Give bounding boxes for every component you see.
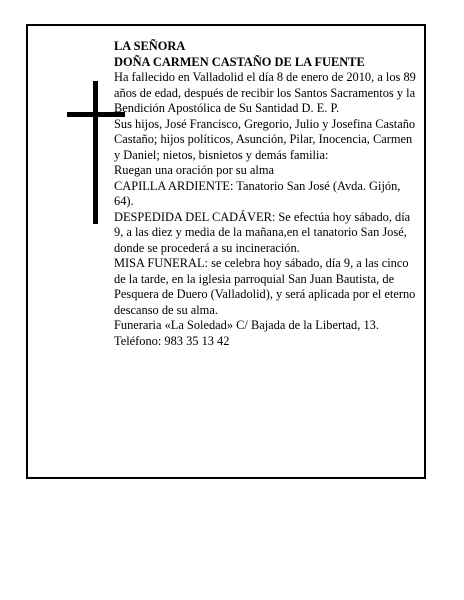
cross-icon	[93, 81, 98, 224]
paragraph-chapel: CAPILLA ARDIENTE: Tanatorio San José (Avda. Gijón, 64).	[114, 178, 401, 208]
paragraph-death: Ha fallecido en Valladolid el día 8 de enero de 2010, a los 89 años de edad, después de recibir los Santos Sacramentos y la Bendición Apostólica de Su Santidad D. E. P.	[114, 70, 416, 115]
paragraph-prayer: Ruegan una oración por su alma	[114, 163, 274, 177]
paragraph-farewell: DESPEDIDA DEL CADÁVER: Se efectúa hoy sábado, día 9, a las diez y media de la mañana,en el tanatorio San José, donde se procederá a su incineración.	[114, 209, 411, 255]
deceased-name: DOÑA CARMEN CASTAÑO DE LA FUENTE	[114, 54, 365, 69]
paragraph-family: Sus hijos, José Francisco, Gregorio, Julio y Josefina Castaño Castaño; hijos políticos, Asunción, Pilar, Inocencia, Carmen y Daniel; nietos, bisnietos y demás familia:	[114, 116, 416, 162]
paragraph-mass: MISA FUNERAL: se celebra hoy sábado, día 9, a las cinco de la tarde, en la iglesia parroquial San Juan Bautista, de Pesquera de Duero (Valladolid), y será aplicada por el eterno descanso de su alma.	[114, 256, 416, 317]
obituary-text	[114, 39, 418, 349]
obituary-title: LA SEÑORA	[114, 39, 186, 53]
paragraph-funeral-home: Funeraria «La Soledad» C/ Bajada de la Libertad, 13. Teléfono: 983 35 13 42	[114, 318, 379, 348]
